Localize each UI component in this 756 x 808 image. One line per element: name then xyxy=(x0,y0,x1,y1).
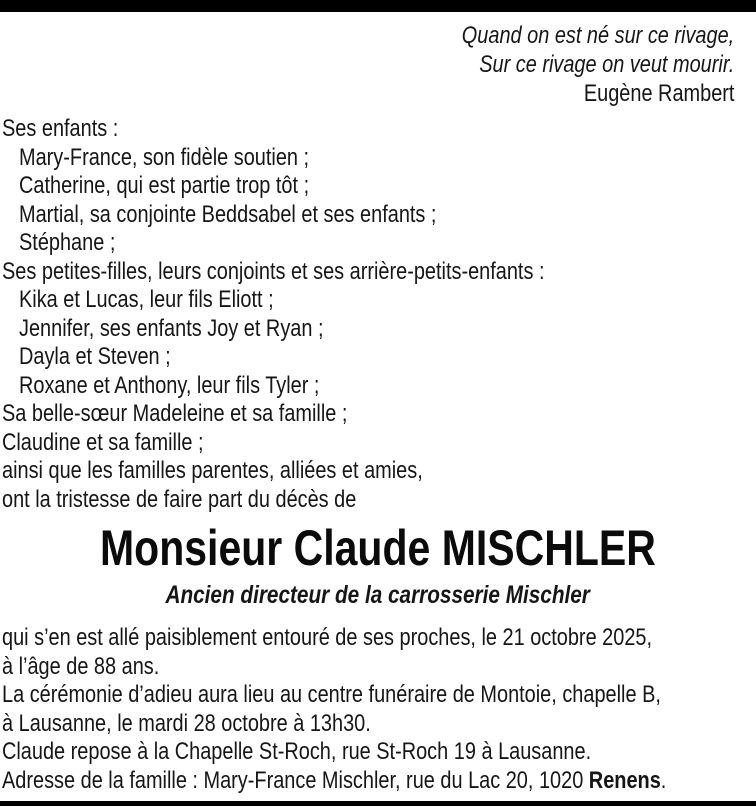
deceased-title-text: Ancien directeur de la carrosserie Mischler xyxy=(165,581,591,609)
deceased-title xyxy=(0,581,756,610)
ceremony-details xyxy=(0,624,756,795)
family-line xyxy=(0,486,756,515)
family-line xyxy=(0,400,756,429)
deceased-name xyxy=(0,520,756,576)
detail-line xyxy=(0,681,756,710)
family-line-text: Catherine, qui est partie trop tôt ; xyxy=(19,172,310,199)
family-line-text: Kika et Lucas, leur fils Eliott ; xyxy=(19,286,274,313)
detail-line-text: Claude repose à la Chapelle St-Roch, rue St-Roch 19 à Lausanne. xyxy=(2,738,592,765)
family-line-text: Ses enfants : xyxy=(2,115,119,142)
family-line xyxy=(0,115,756,144)
epigraph-line xyxy=(0,50,734,79)
epigraph-author-text: Eugène Rambert xyxy=(583,80,734,107)
family-line-text: Jennifer, ses enfants Joy et Ryan ; xyxy=(19,314,324,342)
family-address-prefix: Adresse de la famille : Mary-France Mischler, rue du Lac 20, 1020 xyxy=(2,766,589,794)
detail-line-text: à Lausanne, le mardi 28 octobre à 13h30. xyxy=(2,709,371,737)
family-line xyxy=(0,315,756,344)
family-line xyxy=(0,201,756,230)
family-line xyxy=(0,286,756,315)
family-line-text: Sa belle-sœur Madeleine et sa famille ; xyxy=(2,400,348,427)
detail-line-text: La cérémonie d’adieu aura lieu au centre funéraire de Montoie, chapelle B, xyxy=(2,681,661,708)
family-line xyxy=(0,457,756,486)
detail-line xyxy=(0,624,756,653)
detail-line-text: à l’âge de 88 ans. xyxy=(2,652,160,680)
family-line-text: Mary-France, son fidèle soutien ; xyxy=(19,143,310,171)
family-announcement xyxy=(0,115,756,514)
epigraph-author xyxy=(0,79,734,108)
family-line xyxy=(0,172,756,201)
epigraph-line-text: Sur ce rivage on veut mourir. xyxy=(478,51,734,78)
family-line-text: Roxane et Anthony, leur fils Tyler ; xyxy=(19,371,320,399)
detail-line-text: qui s’en est allé paisiblement entouré de ses proches, le 21 octobre 2025, xyxy=(2,624,653,651)
deceased-name-text: Monsieur Claude MISCHLER xyxy=(100,520,656,576)
family-address-city: Renens xyxy=(588,766,661,794)
family-address-line xyxy=(0,767,756,796)
family-address-suffix: . xyxy=(660,766,667,794)
family-address-text xyxy=(2,767,666,796)
top-border-bar xyxy=(0,0,756,12)
bottom-border-bar xyxy=(0,801,756,806)
family-line-text: Martial, sa conjointe Beddsabel et ses enfants ; xyxy=(19,200,437,228)
detail-line xyxy=(0,738,756,767)
epigraph-line xyxy=(0,21,734,50)
family-line-text: ainsi que les familles parentes, alliées et amies, xyxy=(2,457,423,484)
family-line xyxy=(0,429,756,458)
family-line xyxy=(0,144,756,173)
family-line-text: Claudine et sa famille ; xyxy=(2,428,204,456)
detail-line xyxy=(0,653,756,682)
epigraph-line-text: Quand on est né sur ce rivage, xyxy=(461,22,734,49)
family-line-text: ont la tristesse de faire part du décès de xyxy=(2,485,357,513)
family-line-text: Ses petites-filles, leurs conjoints et ses arrière-petits-enfants : xyxy=(2,257,545,285)
epigraph xyxy=(0,21,756,108)
family-line-text: Stéphane ; xyxy=(19,229,116,256)
family-line xyxy=(0,372,756,401)
family-line-text: Dayla et Steven ; xyxy=(19,343,171,370)
family-line xyxy=(0,229,756,258)
detail-line xyxy=(0,710,756,739)
family-line xyxy=(0,343,756,372)
family-line xyxy=(0,258,756,287)
